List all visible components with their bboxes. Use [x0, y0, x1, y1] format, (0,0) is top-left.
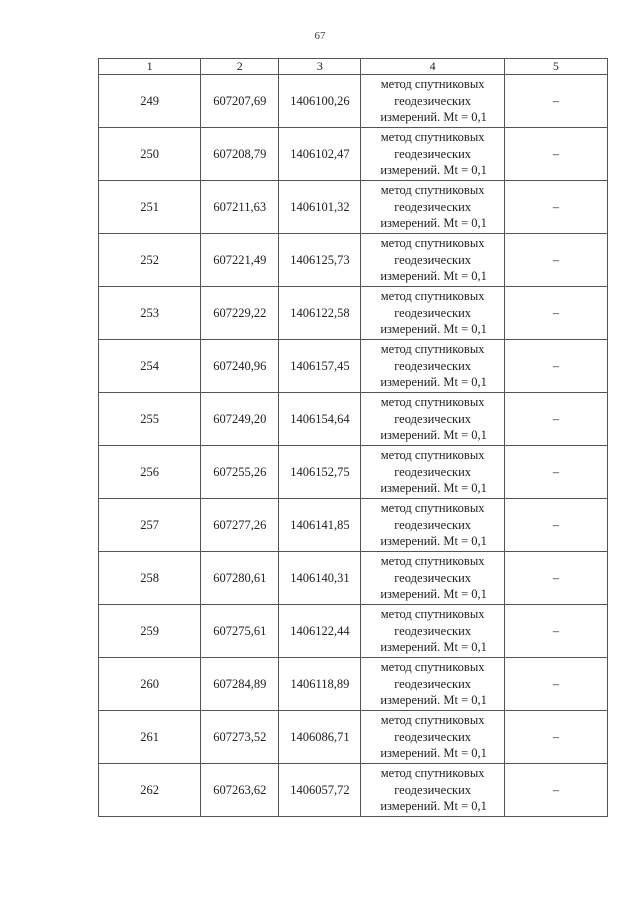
y-coordinate-cell: 1406125,73 [279, 234, 361, 287]
x-coordinate-cell: 607284,89 [201, 658, 279, 711]
method-cell [361, 181, 504, 234]
note-cell: – [504, 75, 607, 128]
point-number-cell: 249 [99, 75, 201, 128]
y-coordinate-cell: 1406057,72 [279, 764, 361, 817]
method-line: геодезических [394, 782, 472, 797]
method-line: метод спутниковых [380, 236, 485, 251]
y-coordinate-cell: 1406157,45 [279, 340, 361, 393]
x-coordinate-cell: 607273,52 [201, 711, 279, 764]
point-number-cell: 254 [99, 340, 201, 393]
method-cell [361, 499, 504, 552]
method-line: измерений. Mt = 0,1 [380, 534, 487, 549]
method-line: геодезических [394, 623, 472, 638]
method-line: измерений. Mt = 0,1 [380, 640, 487, 655]
note-cell: – [504, 711, 607, 764]
method-line: измерений. Mt = 0,1 [380, 163, 487, 178]
table-row [99, 605, 608, 658]
method-line: метод спутниковых [380, 766, 485, 781]
point-number-cell: 251 [99, 181, 201, 234]
method-line: метод спутниковых [380, 395, 485, 410]
coordinates-table [98, 58, 608, 817]
table-row [99, 128, 608, 181]
table-row [99, 393, 608, 446]
page-number: 67 [314, 30, 326, 42]
x-coordinate-cell: 607207,69 [201, 75, 279, 128]
method-line: измерений. Mt = 0,1 [380, 269, 487, 284]
method-cell [361, 658, 504, 711]
method-line: метод спутниковых [380, 607, 485, 622]
method-line: измерений. Mt = 0,1 [380, 110, 487, 125]
method-line: метод спутниковых [380, 77, 485, 92]
note-cell: – [504, 128, 607, 181]
column-header-4: 4 [361, 59, 504, 75]
x-coordinate-cell: 607249,20 [201, 393, 279, 446]
method-line: геодезических [394, 305, 472, 320]
note-cell: – [504, 499, 607, 552]
point-number-cell: 256 [99, 446, 201, 499]
method-cell [361, 605, 504, 658]
method-cell [361, 287, 504, 340]
method-line: измерений. Mt = 0,1 [380, 746, 487, 761]
method-line: геодезических [394, 199, 472, 214]
x-coordinate-cell: 607211,63 [201, 181, 279, 234]
point-number-cell: 262 [99, 764, 201, 817]
method-cell [361, 764, 504, 817]
y-coordinate-cell: 1406118,89 [279, 658, 361, 711]
y-coordinate-cell: 1406141,85 [279, 499, 361, 552]
method-line: измерений. Mt = 0,1 [380, 375, 487, 390]
method-line: измерений. Mt = 0,1 [380, 693, 487, 708]
method-cell [361, 552, 504, 605]
note-cell: – [504, 658, 607, 711]
method-cell [361, 393, 504, 446]
note-cell: – [504, 287, 607, 340]
y-coordinate-cell: 1406101,32 [279, 181, 361, 234]
y-coordinate-cell: 1406102,47 [279, 128, 361, 181]
method-line: геодезических [394, 676, 472, 691]
method-cell [361, 446, 504, 499]
method-line: метод спутниковых [380, 289, 485, 304]
note-cell: – [504, 764, 607, 817]
point-number-cell: 252 [99, 234, 201, 287]
method-line: геодезических [394, 146, 472, 161]
point-number-cell: 255 [99, 393, 201, 446]
table-row [99, 340, 608, 393]
method-line: измерений. Mt = 0,1 [380, 216, 487, 231]
method-line: метод спутниковых [380, 554, 485, 569]
point-number-cell: 257 [99, 499, 201, 552]
method-line: измерений. Mt = 0,1 [380, 799, 487, 814]
x-coordinate-cell: 607221,49 [201, 234, 279, 287]
x-coordinate-cell: 607255,26 [201, 446, 279, 499]
method-cell [361, 75, 504, 128]
method-line: измерений. Mt = 0,1 [380, 481, 487, 496]
point-number-cell: 250 [99, 128, 201, 181]
table-row [99, 552, 608, 605]
table-row [99, 234, 608, 287]
note-cell: – [504, 393, 607, 446]
column-header-1: 1 [99, 59, 201, 75]
y-coordinate-cell: 1406122,44 [279, 605, 361, 658]
x-coordinate-cell: 607280,61 [201, 552, 279, 605]
x-coordinate-cell: 607263,62 [201, 764, 279, 817]
table-row [99, 181, 608, 234]
method-line: геодезических [394, 358, 472, 373]
method-line: метод спутниковых [380, 501, 485, 516]
y-coordinate-cell: 1406086,71 [279, 711, 361, 764]
note-cell: – [504, 181, 607, 234]
y-coordinate-cell: 1406152,75 [279, 446, 361, 499]
method-cell [361, 128, 504, 181]
point-number-cell: 261 [99, 711, 201, 764]
method-line: геодезических [394, 570, 472, 585]
method-line: геодезических [394, 464, 472, 479]
table-row [99, 658, 608, 711]
method-cell [361, 711, 504, 764]
method-line: метод спутниковых [380, 130, 485, 145]
header-row [99, 59, 608, 75]
note-cell: – [504, 552, 607, 605]
x-coordinate-cell: 607275,61 [201, 605, 279, 658]
method-line: геодезических [394, 93, 472, 108]
method-line: геодезических [394, 729, 472, 744]
note-cell: – [504, 605, 607, 658]
method-line: геодезических [394, 411, 472, 426]
point-number-cell: 258 [99, 552, 201, 605]
y-coordinate-cell: 1406154,64 [279, 393, 361, 446]
x-coordinate-cell: 607229,22 [201, 287, 279, 340]
method-cell [361, 340, 504, 393]
y-coordinate-cell: 1406100,26 [279, 75, 361, 128]
x-coordinate-cell: 607208,79 [201, 128, 279, 181]
method-cell [361, 234, 504, 287]
method-line: геодезических [394, 252, 472, 267]
y-coordinate-cell: 1406122,58 [279, 287, 361, 340]
method-line: измерений. Mt = 0,1 [380, 428, 487, 443]
table-row [99, 711, 608, 764]
table-row [99, 764, 608, 817]
point-number-cell: 253 [99, 287, 201, 340]
method-line: метод спутниковых [380, 713, 485, 728]
note-cell: – [504, 340, 607, 393]
y-coordinate-cell: 1406140,31 [279, 552, 361, 605]
x-coordinate-cell: 607240,96 [201, 340, 279, 393]
table-row [99, 75, 608, 128]
note-cell: – [504, 234, 607, 287]
point-number-cell: 260 [99, 658, 201, 711]
table-row [99, 287, 608, 340]
note-cell: – [504, 446, 607, 499]
method-line: метод спутниковых [380, 342, 485, 357]
table-row [99, 499, 608, 552]
method-line: геодезических [394, 517, 472, 532]
method-line: измерений. Mt = 0,1 [380, 322, 487, 337]
point-number-cell: 259 [99, 605, 201, 658]
x-coordinate-cell: 607277,26 [201, 499, 279, 552]
table-row [99, 446, 608, 499]
column-header-3: 3 [279, 59, 361, 75]
column-header-5: 5 [504, 59, 607, 75]
method-line: метод спутниковых [380, 448, 485, 463]
method-line: метод спутниковых [380, 183, 485, 198]
method-line: метод спутниковых [380, 660, 485, 675]
column-header-2: 2 [201, 59, 279, 75]
method-line: измерений. Mt = 0,1 [380, 587, 487, 602]
